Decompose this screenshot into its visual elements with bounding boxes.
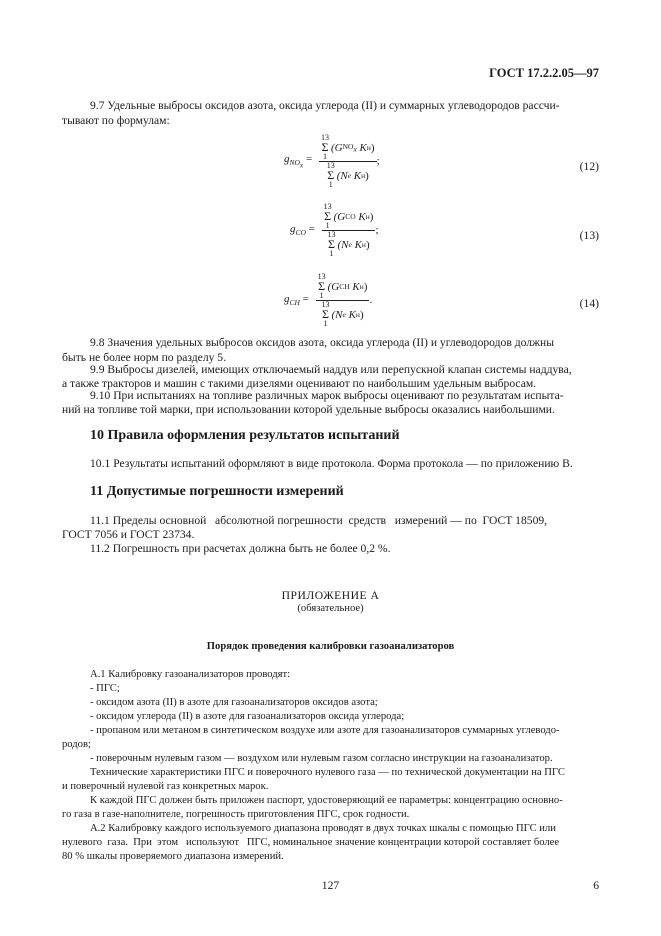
appendix-subtitle: (обязательное) <box>297 603 364 614</box>
list-item-continuation: родов; <box>62 739 91 750</box>
sheet-number: 6 <box>593 879 599 892</box>
tech-specs-line1: Технические характеристики ПГС и поверочного нулевого газа — по технической документации на ПГС <box>90 767 565 778</box>
formula-12-fraction: 13 Σ 1 (G $NO_x$ K н ) 13 Σ 1 (N e K н ) <box>320 133 375 189</box>
a2-line1: А.2 Калибровку каждого используемого диапазона проводят в двух точках шкалы с помощью ПГС или <box>90 823 556 834</box>
para-9-7-line2: тывают по формулам: <box>62 114 170 127</box>
para-9-9-line2: а также тракторов и машин с такими дизелями оценивают по наибольшим удельным выбросам. <box>62 377 537 390</box>
para-11-2: 11.2 Погрешность при расчетах должна быть не более 0,2 %. <box>90 542 391 555</box>
list-item: - пропаном или метаном в синтетическом воздухе или азоте для газоанализаторов суммарных углеводо- <box>90 725 560 736</box>
para-9-9-line1: 9.9 Выбросы дизелей, имеющих отключаемый наддув или перепускной клапан системы наддува, <box>90 363 572 376</box>
para-9-10-line2: ний на топливе той марки, при использовании которой удельные выбросы оказались наибольшими. <box>62 403 555 416</box>
list-item: - оксидом углерода (II) в азоте для газоанализаторов оксида углерода; <box>90 711 405 722</box>
formula-12-number: (12) <box>579 160 599 173</box>
passport-line1: К каждой ПГС должен быть приложен паспорт, удостоверяющий ее параметры: концентрацию основно- <box>90 795 563 806</box>
section-10-heading: 10 Правила оформления результатов испытаний <box>90 428 400 443</box>
appendix-title: ПРИЛОЖЕНИЕ А <box>281 589 380 602</box>
sum-symbol: 13 Σ 1 <box>317 272 326 300</box>
appendix-a1: А.1 Калибровку газоанализаторов проводят: <box>90 669 291 680</box>
formula-12: $g_{NO_x}$ = 13 Σ 1 (G $NO_x$ K н ) 13 Σ 1 (N e K н ) ; <box>284 133 380 189</box>
formula-12-lhs: $g_{NO_x}$ = <box>284 153 313 170</box>
sum-symbol: 13 Σ 1 <box>326 161 335 189</box>
standard-header: ГОСТ 17.2.2.05—97 <box>489 66 599 80</box>
appendix-heading: Порядок проведения калибровки газоанализаторов <box>206 641 455 652</box>
para-10-1: 10.1 Результаты испытаний оформляют в виде протокола. Форма протокола — по приложению В. <box>90 457 573 470</box>
sum-symbol: 13 Σ 1 <box>321 300 330 328</box>
formula-14-fraction: 13 Σ 1 (G CH K н ) 13 Σ 1 (N e K н ) <box>317 272 368 328</box>
formula-13-number: (13) <box>579 229 599 242</box>
formula-13: $g_{CO}$ = 13 Σ 1 (G CO K н ) 13 Σ 1 (N e K н ) ; <box>290 202 379 258</box>
formula-14-lhs: $g_{CH}$ = <box>284 293 309 308</box>
formula-14-number: (14) <box>579 297 599 310</box>
para-11-1-line1: 11.1 Пределы основной абсолютной погрешности средств измерений — по ГОСТ 18509, <box>90 514 548 527</box>
para-9-8-line2: быть не более норм по разделу 5. <box>62 351 226 364</box>
list-item: - поверочным нулевым газом — воздухом или нулевым газом согласно инструкции на газоанализатор. <box>90 753 553 764</box>
formula-13-fraction: 13 Σ 1 (G CO K н ) 13 Σ 1 (N e K н ) <box>323 202 374 258</box>
list-item: - оксидом азота (II) в азоте для газоанализаторов оксидов азота; <box>90 697 378 708</box>
formula-14: $g_{CH}$ = 13 Σ 1 (G CH K н ) 13 Σ 1 (N e K н ) . <box>284 272 373 328</box>
a2-line2: нулевого газа. При этом используют ПГС, номинальное значение концентрации которой составляет более <box>62 837 560 848</box>
a2-line3: 80 % шкалы проверяемого диапазона измерений. <box>62 851 284 862</box>
para-11-1-line2: ГОСТ 7056 и ГОСТ 23734. <box>62 528 195 541</box>
page-number: 127 <box>321 879 340 892</box>
para-9-8-line1: 9.8 Значения удельных выбросов оксидов азота, оксида углерода (II) и углеводородов должны <box>90 336 555 349</box>
sum-symbol: 13 Σ 1 <box>320 133 329 161</box>
formula-13-lhs: $g_{CO}$ = <box>290 223 315 238</box>
para-9-7-line1: 9.7 Удельные выбросы оксидов азота, оксида углерода (II) и суммарных углеводородов рассчи- <box>90 99 560 112</box>
para-9-10-line1: 9.10 При испытаниях на топливе различных марок выбросы оценивают по результатам испыта- <box>90 389 564 402</box>
section-11-heading: 11 Допустимые погрешности измерений <box>90 484 344 499</box>
sum-symbol: 13 Σ 1 <box>323 202 332 230</box>
tech-specs-line2: и поверочный нулевой газ конкретных марок. <box>62 781 269 792</box>
passport-line2: го газа в газе-наполнителе, погрешность приготовления ПГС, срок годности. <box>62 809 410 820</box>
sum-symbol: 13 Σ 1 <box>327 230 336 258</box>
list-item: - ПГС; <box>90 683 120 694</box>
